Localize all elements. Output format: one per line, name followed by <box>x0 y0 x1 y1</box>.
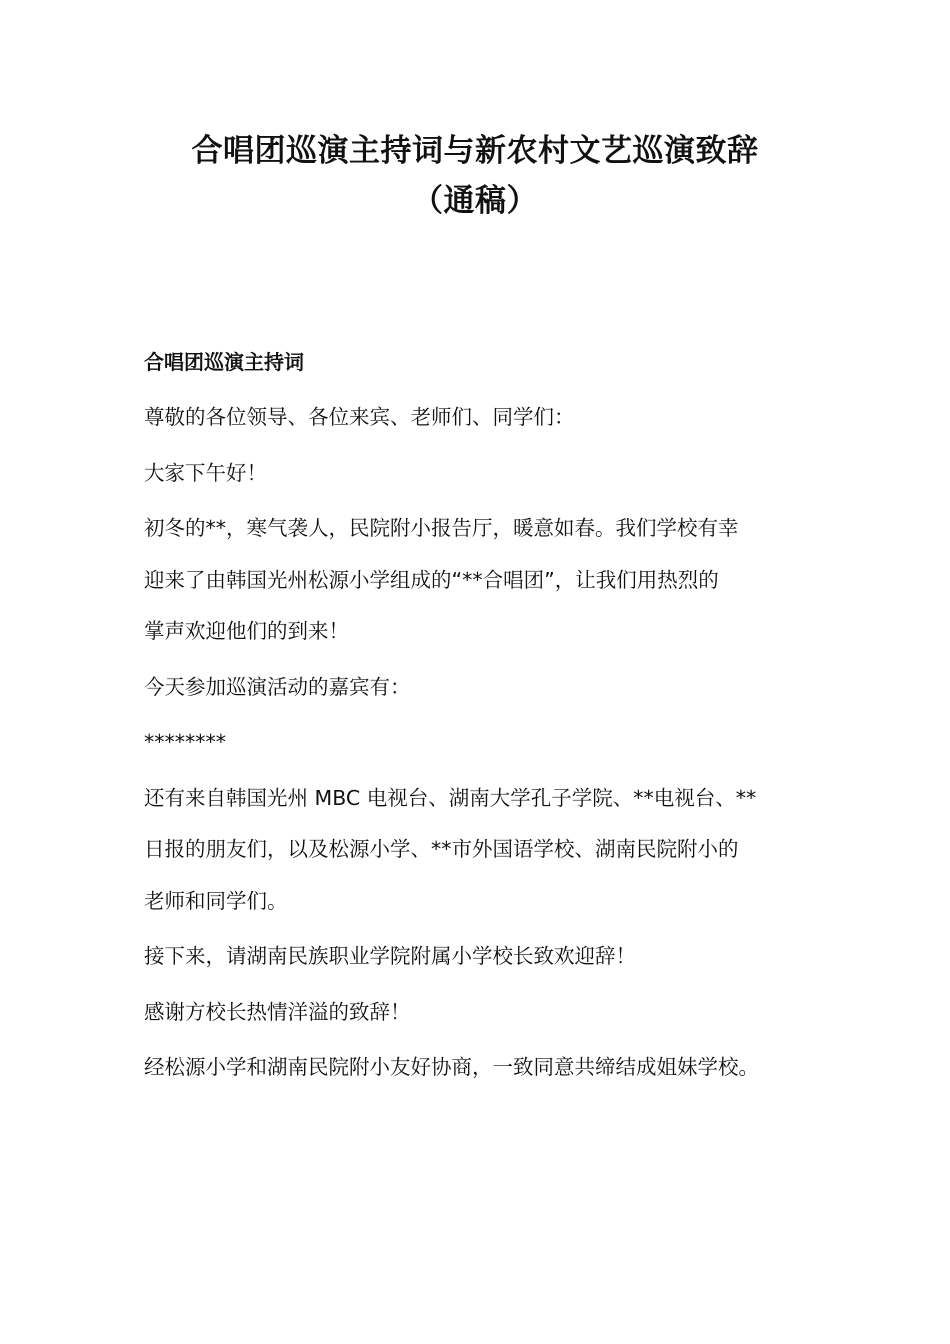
paragraph-line: 迎来了由韩国光州松源小学组成的“**合唱团”，让我们用热烈的 <box>144 567 719 592</box>
section-heading: 合唱团巡演主持词 <box>144 350 304 374</box>
paragraph-intro <box>144 503 814 658</box>
paragraph-line: 经松源小学和湖南民院附小友好协商，一致同意共缔结成姐妹学校。 <box>144 1055 759 1079</box>
paragraph-hello <box>144 448 814 500</box>
paragraph-line: 日报的朋友们，以及松源小学、**市外国语学校、湖南民院附小的 <box>144 837 739 861</box>
paragraph-line: 大家下午好！ <box>144 460 267 485</box>
paragraph-sister-schools <box>144 1042 814 1094</box>
paragraph-line: 今天参加巡演活动的嘉宾有： <box>144 674 411 699</box>
paragraph-invite-principal <box>144 931 814 983</box>
paragraph-line: 接下来，请湖南民族职业学院附属小学校长致欢迎辞！ <box>144 944 636 968</box>
paragraph-line: 尊敬的各位领导、各位来宾、老师们、同学们： <box>144 405 575 429</box>
paragraph-line: 初冬的**，寒气袭人，民院附小报告厅，暖意如春。我们学校有幸 <box>144 516 739 540</box>
paragraph-line: 还有来自韩国光州 MBC 电视台、湖南大学孔子学院、**电视台、** <box>144 785 757 810</box>
paragraph-line: 感谢方校长热情洋溢的致辞！ <box>144 999 411 1024</box>
paragraph-guest-names <box>144 717 814 769</box>
paragraph-greeting <box>144 392 814 444</box>
title-line-2: （通稿） <box>412 183 538 219</box>
paragraph-guests <box>144 662 814 714</box>
title-line-1: 合唱团巡演主持词与新农村文艺巡演致辞 <box>191 133 759 169</box>
paragraph-thanks <box>144 987 814 1039</box>
paragraph-line: ******** <box>144 730 226 754</box>
paragraph-friends <box>144 773 814 928</box>
paragraph-line: 老师和同学们。 <box>144 888 288 913</box>
document-title <box>0 126 950 226</box>
paragraph-line: 掌声欢迎他们的到来！ <box>144 619 349 643</box>
document-body <box>144 338 814 1098</box>
